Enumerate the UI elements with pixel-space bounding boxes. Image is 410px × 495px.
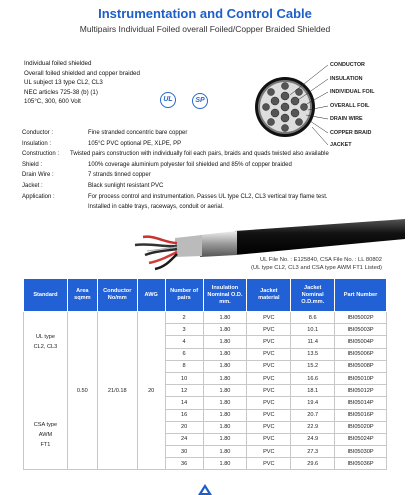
label-overall-foil: OVERALL FOIL — [330, 103, 370, 109]
jacket-od-cell: 8.6 — [291, 312, 335, 324]
insulation-cell: 1.80 — [203, 336, 247, 348]
conductor-cell: 21/0.18 — [97, 312, 137, 470]
jacket-od-cell: 15.2 — [291, 360, 335, 372]
jacket-material-cell: PVC — [247, 446, 291, 458]
jacket-material-cell: PVC — [247, 458, 291, 470]
header-insulation: Insulation Nominal O.D. mm. — [203, 279, 247, 312]
header-part-number: Part Number — [335, 279, 387, 312]
part-number-cell: IBI05008P — [335, 360, 387, 372]
jacket-material-cell: PVC — [247, 397, 291, 409]
jacket-material-cell: PVC — [247, 348, 291, 360]
feature-item: 105°C, 300, 600 Volt — [24, 98, 81, 106]
part-number-cell: IBI05012P — [335, 385, 387, 397]
pairs-cell: 20 — [165, 421, 203, 433]
label-drain-wire: DRAIN WIRE — [330, 116, 363, 122]
header-area: Area sqmm — [67, 279, 97, 312]
pairs-cell: 24 — [165, 433, 203, 445]
feature-item: NEC articles 725-38 (b) (1) — [24, 88, 98, 96]
feature-item: Individual foiled shielded — [24, 60, 92, 67]
label-individual-foil: INDIVIDUAL FOIL — [330, 89, 375, 95]
part-number-cell: IBI05016P — [335, 409, 387, 421]
jacket-od-cell: 20.7 — [291, 409, 335, 421]
csa-logo-icon: SP — [192, 93, 208, 109]
spec-row: Installed in cable trays, raceways, conduit or aerial. — [88, 204, 224, 211]
jacket-material-cell: PVC — [247, 385, 291, 397]
insulation-cell: 1.80 — [203, 397, 247, 409]
jacket-material-cell: PVC — [247, 372, 291, 384]
spec-row: Shield : 100% coverage aluminium polyester foil shielded and 85% of copper braided — [22, 161, 292, 168]
jacket-material-cell: PVC — [247, 360, 291, 372]
insulation-cell: 1.80 — [203, 348, 247, 360]
spec-row: Jacket : Black sunlight resistant PVC — [22, 182, 164, 189]
jacket-od-cell: 24.9 — [291, 433, 335, 445]
part-number-cell: IBI05006P — [335, 348, 387, 360]
table-row — [24, 312, 387, 324]
insulation-cell: 1.80 — [203, 324, 247, 336]
jacket-material-cell: PVC — [247, 421, 291, 433]
insulation-cell: 1.80 — [203, 385, 247, 397]
ul-logo-icon: UL — [160, 92, 176, 108]
part-number-cell: IBI05010P — [335, 372, 387, 384]
header-standard: Standard — [24, 279, 68, 312]
pairs-cell: 8 — [165, 360, 203, 372]
pairs-cell: 36 — [165, 458, 203, 470]
jacket-od-cell: 11.4 — [291, 336, 335, 348]
part-number-cell: IBI05024P — [335, 433, 387, 445]
jacket-od-cell: 27.3 — [291, 446, 335, 458]
jacket-material-cell: PVC — [247, 433, 291, 445]
pairs-cell: 6 — [165, 348, 203, 360]
jacket-od-cell: 19.4 — [291, 397, 335, 409]
header-jacket-od: Jacket Nominal O.D.mm. — [291, 279, 335, 312]
triangle-logo-icon — [198, 484, 212, 495]
header-conductor: Conductor No/mm — [97, 279, 137, 312]
awg-cell: 20 — [137, 312, 165, 470]
header-pairs: Number of pairs — [165, 279, 203, 312]
pairs-cell: 12 — [165, 385, 203, 397]
standard-ul: UL type CL2, CL3 — [33, 333, 58, 350]
page-title: Instrumentation and Control Cable — [98, 6, 312, 21]
part-number-cell: IBI05004P — [335, 336, 387, 348]
part-number-cell: IBI05036P — [335, 458, 387, 470]
spec-row: Drain Wire : 7 strands tinned copper — [22, 172, 151, 179]
feature-item: UL subject 13 type CL2, CL3 — [24, 79, 103, 87]
label-conductor: CONDUCTOR — [330, 62, 365, 68]
insulation-cell: 1.80 — [203, 421, 247, 433]
standard-cell — [24, 312, 68, 470]
pairs-cell: 30 — [165, 446, 203, 458]
pairs-cell: 10 — [165, 372, 203, 384]
pairs-cell: 4 — [165, 336, 203, 348]
standard-csa: CSA type AWM FT1 — [33, 421, 58, 448]
feature-list — [24, 59, 140, 107]
spec-row: Insulation : 105°C PVC optional PE, XLPE, PP — [22, 140, 182, 147]
jacket-od-cell: 16.6 — [291, 372, 335, 384]
insulation-cell: 1.80 — [203, 312, 247, 324]
insulation-cell: 1.80 — [203, 446, 247, 458]
pairs-cell: 2 — [165, 312, 203, 324]
header-jacket-material: Jacket material — [247, 279, 291, 312]
spec-row: Application : For process control and instrumentation. Passes UL type CL2, CL3 vertical tray flame test. — [22, 193, 328, 200]
insulation-cell: 1.80 — [203, 433, 247, 445]
label-copper-braid: COPPER BRAID — [330, 130, 372, 136]
label-insulation: INSULATION — [330, 76, 363, 82]
area-cell: 0.50 — [67, 312, 97, 470]
insulation-cell: 1.80 — [203, 372, 247, 384]
insulation-cell: 1.80 — [203, 360, 247, 372]
jacket-material-cell: PVC — [247, 409, 291, 421]
header-awg: AWG — [137, 279, 165, 312]
spec-table — [23, 278, 387, 470]
pairs-cell: 3 — [165, 324, 203, 336]
jacket-material-cell: PVC — [247, 312, 291, 324]
insulation-cell: 1.80 — [203, 409, 247, 421]
part-number-cell: IBI05020P — [335, 421, 387, 433]
pairs-cell: 16 — [165, 409, 203, 421]
jacket-od-cell: 13.5 — [291, 348, 335, 360]
jacket-od-cell: 18.1 — [291, 385, 335, 397]
label-jacket: JACKET — [330, 142, 352, 148]
part-number-cell: IBI05002P — [335, 312, 387, 324]
page-subtitle: Multipairs Individual Foiled overall Foiled/Copper Braided Shielded — [79, 24, 331, 34]
part-number-cell: IBI05003P — [335, 324, 387, 336]
spec-row: Conductor : Fine stranded concentric bare copper — [22, 130, 188, 136]
feature-item: Overall foiled shielded and copper braided — [24, 69, 140, 77]
jacket-material-cell: PVC — [247, 336, 291, 348]
jacket-od-cell: 29.6 — [291, 458, 335, 470]
pairs-cell: 14 — [165, 397, 203, 409]
spec-row: Construction : Twisted pairs construction with individually foil each pairs, braids and quads twisted also available — [22, 151, 329, 158]
part-number-cell: IBI05014P — [335, 397, 387, 409]
insulation-cell: 1.80 — [203, 458, 247, 470]
jacket-material-cell: PVC — [247, 324, 291, 336]
jacket-od-cell: 10.1 — [291, 324, 335, 336]
jacket-od-cell: 22.9 — [291, 421, 335, 433]
spec-list — [22, 128, 329, 213]
part-number-cell: IBI05030P — [335, 446, 387, 458]
file-number-note: UL File No. : E125840, CSA File No. : LL 80802 (UL type CL2, CL3 and CSA type AWM FT1 Listed) — [250, 257, 382, 271]
